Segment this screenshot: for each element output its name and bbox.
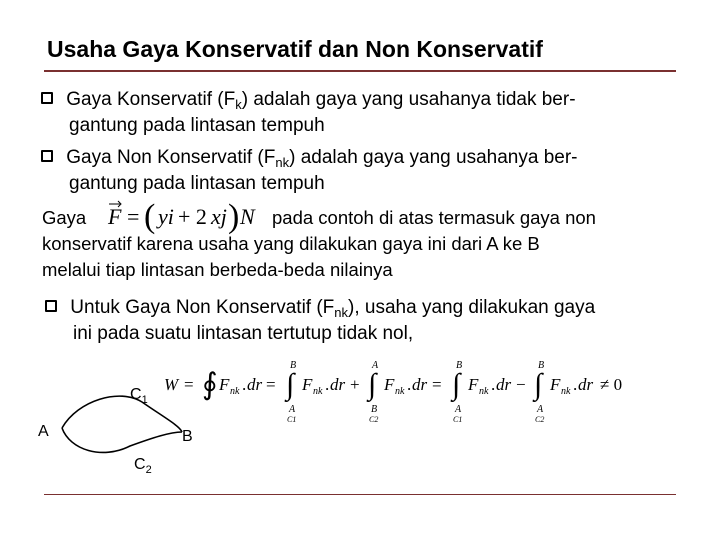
path-label-c2: $C_2$	[134, 456, 152, 476]
svg-text:+: +	[350, 375, 360, 394]
svg-text:∫: ∫	[286, 368, 295, 401]
bullet-3-subscript: nk	[334, 305, 349, 320]
bullet-2-text-pre: Gaya Non Konservatif (F	[66, 147, 276, 168]
svg-text:A: A	[537, 404, 544, 415]
svg-text:.: .	[242, 375, 247, 394]
bullet-1-text-pre: Gaya Konservatif (F	[66, 89, 236, 110]
svg-text:F: F	[550, 375, 561, 394]
bullet-3-text-post: ), usaha yang dilakukan gaya	[348, 297, 596, 318]
svg-text:∮: ∮	[202, 368, 218, 401]
svg-text:B: B	[290, 360, 297, 371]
svg-text:F: F	[108, 204, 122, 229]
svg-text:A: A	[372, 360, 379, 371]
bullet-2-line-2: gantung pada lintasan tempuh	[69, 173, 325, 194]
svg-text:A: A	[455, 404, 462, 415]
svg-text:∫: ∫	[452, 368, 461, 401]
svg-text:dr: dr	[412, 375, 428, 394]
point-label-a: A	[38, 423, 49, 440]
svg-text:=: =	[266, 375, 276, 394]
bullet-box-icon	[41, 150, 53, 162]
svg-text:W: W	[164, 375, 179, 394]
svg-text:+ 2: + 2	[178, 204, 207, 229]
svg-text:F: F	[302, 375, 313, 394]
svg-text:): )	[228, 198, 240, 235]
svg-text:A: A	[289, 404, 296, 415]
point-label-b: B	[182, 428, 193, 445]
svg-text:C1: C1	[453, 415, 463, 424]
svg-text:(: (	[144, 198, 156, 235]
svg-text:.: .	[325, 375, 330, 394]
svg-text:nk: nk	[479, 386, 489, 397]
svg-text:B: B	[371, 404, 378, 415]
svg-text:=: =	[184, 375, 194, 394]
bullet-2-text-post: ) adalah gaya yang usahanya ber-	[289, 147, 578, 168]
bullet-1-line-2: gantung pada lintasan tempuh	[69, 115, 325, 136]
svg-text:dr: dr	[330, 375, 346, 394]
paragraph-lead: Gaya	[42, 207, 87, 228]
svg-text:nk: nk	[313, 386, 323, 397]
svg-text:nk: nk	[561, 386, 571, 397]
svg-text:nk: nk	[395, 386, 405, 397]
svg-text:nk: nk	[230, 386, 240, 397]
svg-text:=: =	[432, 375, 442, 394]
paragraph-line-2: konservatif karena usaha yang dilakukan gaya ini dari A ke B	[42, 233, 540, 254]
svg-text:∫: ∫	[534, 368, 543, 401]
path-label-c1: $C_1$	[130, 386, 148, 406]
svg-text:dr: dr	[247, 375, 263, 394]
svg-text:=: =	[127, 204, 140, 229]
svg-text:−: −	[516, 375, 526, 394]
svg-text:C1: C1	[287, 415, 297, 424]
paragraph-line-3: melalui tiap lintasan berbeda-beda nilainya	[42, 259, 393, 280]
slide-title: Usaha Gaya Konservatif dan Non Konservatif	[47, 36, 543, 62]
svg-text:F: F	[219, 375, 230, 394]
paragraph-line-1: pada contoh di atas termasuk gaya non	[272, 207, 596, 228]
bullet-3-text-pre: Untuk Gaya Non Konservatif (F	[70, 297, 335, 318]
bullet-box-icon	[41, 92, 53, 104]
svg-text:C2: C2	[369, 415, 379, 424]
svg-text:xj: xj	[211, 204, 227, 229]
svg-text:N: N	[240, 204, 255, 229]
svg-text:∫: ∫	[368, 368, 377, 401]
footer-rule	[44, 494, 676, 495]
svg-text:F: F	[384, 375, 395, 394]
bullet-2-subscript: nk	[275, 155, 290, 170]
bullet-3-line-2: ini pada suatu lintasan tertutup tidak nol,	[73, 323, 414, 344]
svg-text:≠ 0: ≠ 0	[600, 375, 623, 394]
svg-text:dr: dr	[578, 375, 594, 394]
bullet-1-subscript: k	[235, 97, 242, 112]
svg-text:.: .	[573, 375, 578, 394]
bullet-box-icon	[45, 300, 57, 312]
title-underline	[44, 70, 676, 72]
svg-text:B: B	[538, 360, 545, 371]
svg-text:yi: yi	[158, 204, 174, 229]
svg-text:F: F	[468, 375, 479, 394]
svg-text:C2: C2	[535, 415, 545, 424]
bullet-1-text-post: ) adalah gaya yang usahanya tidak ber-	[241, 89, 576, 110]
svg-text:.: .	[407, 375, 412, 394]
svg-text:B: B	[456, 360, 463, 371]
work-integral-equation-image	[160, 352, 640, 428]
svg-text:.: .	[491, 375, 496, 394]
svg-text:dr: dr	[496, 375, 512, 394]
